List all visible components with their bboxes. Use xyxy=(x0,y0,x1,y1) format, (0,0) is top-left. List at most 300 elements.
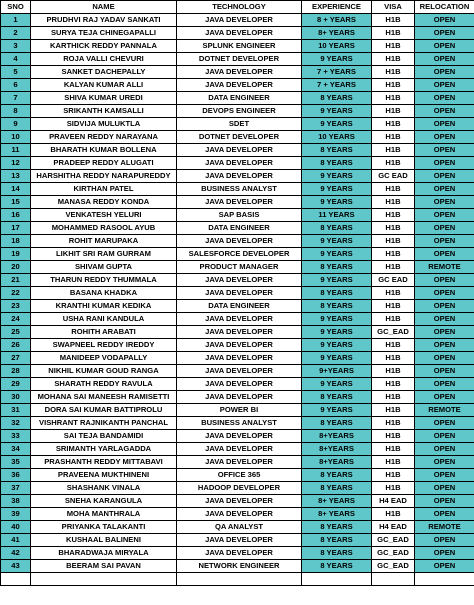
cell-relocation: OPEN xyxy=(415,170,474,183)
cell-name: SHARATH REDDY RAVULA xyxy=(31,378,177,391)
cell-sno: 1 xyxy=(1,14,31,27)
cell-relocation: OPEN xyxy=(415,443,474,456)
cell-sno: 25 xyxy=(1,326,31,339)
cell-sno: 19 xyxy=(1,248,31,261)
cell-visa: GC_EAD xyxy=(372,560,415,573)
cell-relocation: REMOTE xyxy=(415,261,474,274)
table-row xyxy=(1,248,474,261)
header-name: NAME xyxy=(31,1,177,14)
cell-relocation: OPEN xyxy=(415,196,474,209)
cell-technology: SDET xyxy=(177,118,302,131)
cell-name: USHA RANI KANDULA xyxy=(31,313,177,326)
cell-experience: 9 YEARS xyxy=(302,183,372,196)
cell-experience: 8 YEARS xyxy=(302,144,372,157)
table-row xyxy=(1,196,474,209)
cell-name: PRUDHVI RAJ YADAV SANKATI xyxy=(31,14,177,27)
cell-sno: 12 xyxy=(1,157,31,170)
cell-technology: SALESFORCE DEVELOPER xyxy=(177,248,302,261)
cell-visa: H1B xyxy=(372,352,415,365)
table-row xyxy=(1,430,474,443)
cell-experience: 9 YEARS xyxy=(302,118,372,131)
cell-technology: JAVA DEVELOPER xyxy=(177,157,302,170)
cell-technology: JAVA DEVELOPER xyxy=(177,326,302,339)
cell-sno: 27 xyxy=(1,352,31,365)
cell-experience: 8 YEARS xyxy=(302,534,372,547)
cell-visa: H1B xyxy=(372,131,415,144)
cell-relocation: OPEN xyxy=(415,547,474,560)
cell-sno: 9 xyxy=(1,118,31,131)
cell-name: MOHANA SAI MANEESH RAMISETTI xyxy=(31,391,177,404)
cell-name: NIKHIL KUMAR GOUD RANGA xyxy=(31,365,177,378)
cell-relocation: OPEN xyxy=(415,534,474,547)
table-row xyxy=(1,14,474,27)
cell-visa: H1B xyxy=(372,313,415,326)
cell-sno: 22 xyxy=(1,287,31,300)
cell-sno: 20 xyxy=(1,261,31,274)
cell-name: LIKHIT SRI RAM GURRAM xyxy=(31,248,177,261)
cell-experience: 8+ YEARS xyxy=(302,27,372,40)
table-row xyxy=(1,40,474,53)
cell-visa: H1B xyxy=(372,92,415,105)
cell-visa: H1B xyxy=(372,391,415,404)
cell-visa: H1B xyxy=(372,157,415,170)
table-row xyxy=(1,300,474,313)
cell-sno: 14 xyxy=(1,183,31,196)
table-row xyxy=(1,79,474,92)
cell-name: SURYA TEJA CHINEGAPALLI xyxy=(31,27,177,40)
cell-visa: GC_EAD xyxy=(372,534,415,547)
cell-experience: 8 YEARS xyxy=(302,469,372,482)
cell-technology: JAVA DEVELOPER xyxy=(177,196,302,209)
cell-relocation: OPEN xyxy=(415,313,474,326)
cell-relocation: OPEN xyxy=(415,14,474,27)
cell-name: PRADEEP REDDY ALUGATI xyxy=(31,157,177,170)
cell-visa: H1B xyxy=(372,144,415,157)
table-row xyxy=(1,469,474,482)
cell-name: SHASHANK VINALA xyxy=(31,482,177,495)
cell-visa: GC EAD xyxy=(372,274,415,287)
cell-technology: BUSINESS ANALYST xyxy=(177,183,302,196)
cell-relocation: OPEN xyxy=(415,66,474,79)
cell-experience: 8 YEARS xyxy=(302,157,372,170)
cell-technology: JAVA DEVELOPER xyxy=(177,456,302,469)
table-row xyxy=(1,365,474,378)
cell-sno: 4 xyxy=(1,53,31,66)
cell-technology: JAVA DEVELOPER xyxy=(177,313,302,326)
cell-sno: 7 xyxy=(1,92,31,105)
cell-name: ROHITH ARABATI xyxy=(31,326,177,339)
cell-relocation: OPEN xyxy=(415,157,474,170)
cell-experience: 9 YEARS xyxy=(302,313,372,326)
cell-name: SANKET DACHEPALLY xyxy=(31,66,177,79)
cell-name: SHIVAM GUPTA xyxy=(31,261,177,274)
cell-visa: GC_EAD xyxy=(372,326,415,339)
cell-visa: H1B xyxy=(372,209,415,222)
cell-name: PRAVEENA MUKTHINENI xyxy=(31,469,177,482)
cell-technology: JAVA DEVELOPER xyxy=(177,365,302,378)
cell-relocation: OPEN xyxy=(415,378,474,391)
header-experience: EXPERIENCE xyxy=(302,1,372,14)
cell-experience: 8+YEARS xyxy=(302,456,372,469)
empty-cell xyxy=(415,573,474,586)
cell-sno: 30 xyxy=(1,391,31,404)
cell-name: DORA SAI KUMAR BATTIPROLU xyxy=(31,404,177,417)
table-row xyxy=(1,105,474,118)
cell-experience: 9 YEARS xyxy=(302,404,372,417)
cell-name: PRASHANTH REDDY MITTABAVI xyxy=(31,456,177,469)
cell-name: SHIVA KUMAR UREDI xyxy=(31,92,177,105)
cell-name: MANASA REDDY KONDA xyxy=(31,196,177,209)
table-row xyxy=(1,157,474,170)
table-row xyxy=(1,534,474,547)
cell-experience: 8 YEARS xyxy=(302,300,372,313)
empty-cell xyxy=(31,573,177,586)
cell-name: ROHIT MARUPAKA xyxy=(31,235,177,248)
cell-technology: JAVA DEVELOPER xyxy=(177,79,302,92)
cell-sno: 37 xyxy=(1,482,31,495)
table-row xyxy=(1,222,474,235)
cell-sno: 8 xyxy=(1,105,31,118)
cell-technology: DATA ENGINEER xyxy=(177,300,302,313)
cell-experience: 8 YEARS xyxy=(302,287,372,300)
table-row xyxy=(1,235,474,248)
cell-sno: 32 xyxy=(1,417,31,430)
cell-visa: H1B xyxy=(372,40,415,53)
cell-name: VISHRANT RAJNIKANTH PANCHAL xyxy=(31,417,177,430)
cell-relocation: OPEN xyxy=(415,105,474,118)
cell-experience: 9 YEARS xyxy=(302,105,372,118)
cell-name: THARUN REDDY THUMMALA xyxy=(31,274,177,287)
cell-relocation: OPEN xyxy=(415,92,474,105)
cell-technology: SAP BASIS xyxy=(177,209,302,222)
cell-visa: H1B xyxy=(372,443,415,456)
table-row xyxy=(1,53,474,66)
table-row xyxy=(1,404,474,417)
cell-experience: 8+YEARS xyxy=(302,430,372,443)
cell-sno: 2 xyxy=(1,27,31,40)
cell-name: ROJA VALLI CHEVURI xyxy=(31,53,177,66)
cell-sno: 40 xyxy=(1,521,31,534)
table-row xyxy=(1,131,474,144)
cell-experience: 10 YEARS xyxy=(302,131,372,144)
table-body xyxy=(1,14,474,586)
cell-visa: H1B xyxy=(372,469,415,482)
cell-sno: 35 xyxy=(1,456,31,469)
cell-sno: 26 xyxy=(1,339,31,352)
cell-sno: 3 xyxy=(1,40,31,53)
cell-visa: H1B xyxy=(372,196,415,209)
cell-relocation: OPEN xyxy=(415,326,474,339)
table-row xyxy=(1,339,474,352)
cell-sno: 34 xyxy=(1,443,31,456)
cell-name: KARTHICK REDDY PANNALA xyxy=(31,40,177,53)
header-visa: VISA xyxy=(372,1,415,14)
cell-experience: 8 YEARS xyxy=(302,482,372,495)
cell-sno: 6 xyxy=(1,79,31,92)
cell-sno: 39 xyxy=(1,508,31,521)
cell-technology: JAVA DEVELOPER xyxy=(177,495,302,508)
cell-technology: JAVA DEVELOPER xyxy=(177,274,302,287)
cell-visa: H1B xyxy=(372,27,415,40)
cell-sno: 31 xyxy=(1,404,31,417)
table-row xyxy=(1,547,474,560)
header-technology: TECHNOLOGY xyxy=(177,1,302,14)
cell-experience: 8 YEARS xyxy=(302,222,372,235)
table-row xyxy=(1,521,474,534)
table-row xyxy=(1,417,474,430)
header-sno: SNO xyxy=(1,1,31,14)
cell-experience: 9+YEARS xyxy=(302,365,372,378)
cell-visa: H1B xyxy=(372,417,415,430)
cell-visa: H1B xyxy=(372,235,415,248)
cell-technology: JAVA DEVELOPER xyxy=(177,27,302,40)
empty-row xyxy=(1,573,474,586)
cell-name: MOHA MANTHRALA xyxy=(31,508,177,521)
cell-relocation: OPEN xyxy=(415,209,474,222)
cell-relocation: OPEN xyxy=(415,53,474,66)
table-row xyxy=(1,183,474,196)
cell-relocation: OPEN xyxy=(415,300,474,313)
cell-visa: H1B xyxy=(372,430,415,443)
cell-sno: 11 xyxy=(1,144,31,157)
cell-visa: GC EAD xyxy=(372,170,415,183)
cell-visa: H1B xyxy=(372,404,415,417)
table-row xyxy=(1,118,474,131)
table-row xyxy=(1,274,474,287)
cell-technology: DATA ENGINEER xyxy=(177,222,302,235)
table-row xyxy=(1,482,474,495)
cell-sno: 28 xyxy=(1,365,31,378)
cell-technology: JAVA DEVELOPER xyxy=(177,66,302,79)
cell-relocation: OPEN xyxy=(415,508,474,521)
table-row xyxy=(1,508,474,521)
cell-technology: JAVA DEVELOPER xyxy=(177,430,302,443)
cell-experience: 9 YEARS xyxy=(302,196,372,209)
cell-relocation: OPEN xyxy=(415,495,474,508)
cell-name: BHARADWAJA MIRYALA xyxy=(31,547,177,560)
empty-cell xyxy=(177,573,302,586)
table-row xyxy=(1,261,474,274)
cell-technology: JAVA DEVELOPER xyxy=(177,547,302,560)
cell-visa: H1B xyxy=(372,248,415,261)
cell-experience: 7 + YEARS xyxy=(302,79,372,92)
cell-experience: 8 YEARS xyxy=(302,560,372,573)
cell-relocation: OPEN xyxy=(415,27,474,40)
table-row xyxy=(1,27,474,40)
table-row xyxy=(1,287,474,300)
table-row xyxy=(1,92,474,105)
table-row xyxy=(1,378,474,391)
cell-visa: H1B xyxy=(372,365,415,378)
cell-technology: JAVA DEVELOPER xyxy=(177,287,302,300)
cell-sno: 38 xyxy=(1,495,31,508)
cell-technology: JAVA DEVELOPER xyxy=(177,378,302,391)
cell-technology: QA ANALYST xyxy=(177,521,302,534)
cell-sno: 36 xyxy=(1,469,31,482)
cell-name: KRANTHI KUMAR KEDIKA xyxy=(31,300,177,313)
cell-sno: 5 xyxy=(1,66,31,79)
cell-relocation: REMOTE xyxy=(415,404,474,417)
cell-experience: 8+YEARS xyxy=(302,443,372,456)
empty-cell xyxy=(1,573,31,586)
cell-relocation: OPEN xyxy=(415,131,474,144)
cell-experience: 9 YEARS xyxy=(302,352,372,365)
cell-name: SRIKANTH KAMSALLI xyxy=(31,105,177,118)
cell-visa: H1B xyxy=(372,79,415,92)
cell-name: HARSHITHA REDDY NARAPUREDDY xyxy=(31,170,177,183)
cell-sno: 33 xyxy=(1,430,31,443)
cell-name: KUSHAAL BALINENI xyxy=(31,534,177,547)
cell-relocation: OPEN xyxy=(415,222,474,235)
cell-relocation: OPEN xyxy=(415,235,474,248)
cell-technology: BUSINESS ANALYST xyxy=(177,417,302,430)
cell-technology: DOTNET DEVELOPER xyxy=(177,131,302,144)
cell-relocation: OPEN xyxy=(415,417,474,430)
cell-relocation: OPEN xyxy=(415,144,474,157)
cell-name: SNEHA KARANGULA xyxy=(31,495,177,508)
cell-experience: 9 YEARS xyxy=(302,326,372,339)
cell-relocation: OPEN xyxy=(415,248,474,261)
cell-visa: H4 EAD xyxy=(372,521,415,534)
cell-name: KALYAN KUMAR ALLI xyxy=(31,79,177,92)
table-row xyxy=(1,326,474,339)
cell-visa: H1B xyxy=(372,339,415,352)
cell-relocation: OPEN xyxy=(415,352,474,365)
cell-visa: H1B xyxy=(372,105,415,118)
cell-relocation: REMOTE xyxy=(415,521,474,534)
cell-technology: JAVA DEVELOPER xyxy=(177,14,302,27)
cell-name: BEERAM SAI PAVAN xyxy=(31,560,177,573)
cell-name: MANIDEEP VODAPALLY xyxy=(31,352,177,365)
cell-technology: SPLUNK ENGINEER xyxy=(177,40,302,53)
table-row xyxy=(1,456,474,469)
cell-experience: 8 YEARS xyxy=(302,547,372,560)
cell-relocation: OPEN xyxy=(415,40,474,53)
cell-relocation: OPEN xyxy=(415,482,474,495)
cell-sno: 21 xyxy=(1,274,31,287)
header-relocation: RELOCATION xyxy=(415,1,474,14)
cell-sno: 17 xyxy=(1,222,31,235)
cell-visa: H1B xyxy=(372,14,415,27)
cell-name: SRIMANTH YARLAGADDA xyxy=(31,443,177,456)
cell-technology: POWER BI xyxy=(177,404,302,417)
cell-relocation: OPEN xyxy=(415,365,474,378)
cell-technology: JAVA DEVELOPER xyxy=(177,443,302,456)
cell-experience: 11 YEARS xyxy=(302,209,372,222)
cell-sno: 16 xyxy=(1,209,31,222)
table-row xyxy=(1,352,474,365)
cell-technology: OFFICE 365 xyxy=(177,469,302,482)
cell-visa: H4 EAD xyxy=(372,495,415,508)
cell-visa: H1B xyxy=(372,508,415,521)
cell-relocation: OPEN xyxy=(415,287,474,300)
cell-relocation: OPEN xyxy=(415,469,474,482)
cell-name: MOHAMMED RASOOL AYUB xyxy=(31,222,177,235)
cell-technology: DOTNET DEVELOPER xyxy=(177,53,302,66)
cell-experience: 9 YEARS xyxy=(302,339,372,352)
cell-experience: 8 YEARS xyxy=(302,417,372,430)
cell-experience: 10 YEARS xyxy=(302,40,372,53)
cell-sno: 23 xyxy=(1,300,31,313)
cell-experience: 9 YEARS xyxy=(302,53,372,66)
cell-name: VENKATESH YELURI xyxy=(31,209,177,222)
cell-visa: H1B xyxy=(372,287,415,300)
cell-name: SAI TEJA BANDAMIDI xyxy=(31,430,177,443)
empty-cell xyxy=(372,573,415,586)
cell-experience: 9 YEARS xyxy=(302,170,372,183)
cell-technology: PRODUCT MANAGER xyxy=(177,261,302,274)
cell-relocation: OPEN xyxy=(415,118,474,131)
cell-experience: 8 YEARS xyxy=(302,261,372,274)
cell-visa: GC_EAD xyxy=(372,547,415,560)
cell-sno: 42 xyxy=(1,547,31,560)
cell-relocation: OPEN xyxy=(415,560,474,573)
cell-relocation: OPEN xyxy=(415,339,474,352)
cell-visa: H1B xyxy=(372,66,415,79)
cell-technology: JAVA DEVELOPER xyxy=(177,235,302,248)
cell-technology: NETWORK ENGINEER xyxy=(177,560,302,573)
cell-technology: JAVA DEVELOPER xyxy=(177,339,302,352)
cell-experience: 8 YEARS xyxy=(302,521,372,534)
cell-visa: H1B xyxy=(372,378,415,391)
cell-visa: H1B xyxy=(372,53,415,66)
cell-sno: 29 xyxy=(1,378,31,391)
cell-visa: H1B xyxy=(372,222,415,235)
cell-experience: 8 YEARS xyxy=(302,92,372,105)
table-row xyxy=(1,209,474,222)
cell-experience: 8+ YEARS xyxy=(302,495,372,508)
table-row xyxy=(1,313,474,326)
table-row xyxy=(1,144,474,157)
cell-technology: HADOOP DEVELOPER xyxy=(177,482,302,495)
cell-experience: 8 + YEARS xyxy=(302,14,372,27)
cell-visa: H1B xyxy=(372,183,415,196)
cell-technology: JAVA DEVELOPER xyxy=(177,391,302,404)
cell-visa: H1B xyxy=(372,261,415,274)
table-row xyxy=(1,170,474,183)
cell-technology: DATA ENGINEER xyxy=(177,92,302,105)
cell-experience: 9 YEARS xyxy=(302,274,372,287)
cell-visa: H1B xyxy=(372,300,415,313)
cell-experience: 8+ YEARS xyxy=(302,508,372,521)
cell-technology: DEVOPS ENGINEER xyxy=(177,105,302,118)
cell-experience: 9 YEARS xyxy=(302,235,372,248)
cell-sno: 15 xyxy=(1,196,31,209)
cell-relocation: OPEN xyxy=(415,391,474,404)
cell-relocation: OPEN xyxy=(415,79,474,92)
cell-name: SWAPNEEL REDDY IREDDY xyxy=(31,339,177,352)
cell-technology: JAVA DEVELOPER xyxy=(177,508,302,521)
table-row xyxy=(1,495,474,508)
cell-name: PRAVEEN REDDY NARAYANA xyxy=(31,131,177,144)
cell-name: BASANA KHADKA xyxy=(31,287,177,300)
empty-cell xyxy=(302,573,372,586)
cell-visa: H1B xyxy=(372,456,415,469)
cell-visa: H1B xyxy=(372,118,415,131)
cell-sno: 41 xyxy=(1,534,31,547)
header-row xyxy=(1,1,474,14)
cell-technology: JAVA DEVELOPER xyxy=(177,534,302,547)
cell-relocation: OPEN xyxy=(415,274,474,287)
table-row xyxy=(1,391,474,404)
cell-name: PRIYANKA TALAKANTI xyxy=(31,521,177,534)
cell-name: BHARATH KUMAR BOLLENA xyxy=(31,144,177,157)
cell-relocation: OPEN xyxy=(415,456,474,469)
cell-technology: JAVA DEVELOPER xyxy=(177,144,302,157)
cell-name: KIRTHAN PATEL xyxy=(31,183,177,196)
table-row xyxy=(1,560,474,573)
table-row xyxy=(1,443,474,456)
